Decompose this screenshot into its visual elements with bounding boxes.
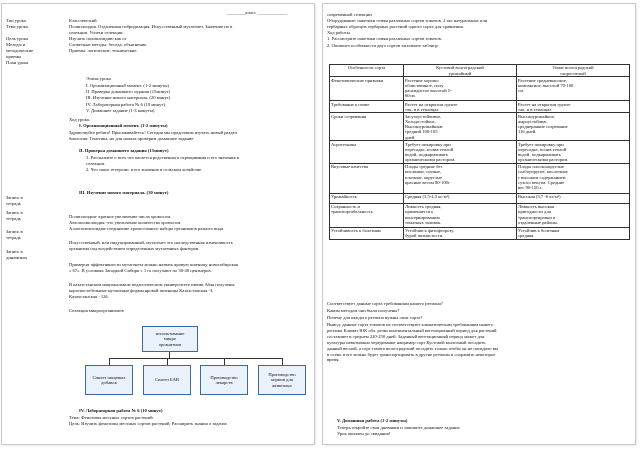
table-row: [330, 141, 630, 164]
table-row: [330, 203, 630, 227]
table-cell: Растение хорошо облиственное, полу раскидистое высотой 5- 60см.: [404, 77, 517, 101]
stage4-line: Тема: Фенотипы местных сортов растений.: [69, 415, 154, 420]
table-cell: Лежкость высокая пригодности для транспортировки в отдаленные районы.: [517, 203, 630, 227]
table-header-cell: Особенности сорта: [330, 65, 404, 77]
stage5-title: V. Домашняя работа (1-2 минуты): [337, 418, 408, 423]
diagram-connector: [224, 358, 225, 365]
table-row: [330, 101, 630, 113]
table-cell: Устойчивость к болезням: [330, 227, 404, 239]
plan-item: I. Организационный момент. (1-2 минуты): [86, 83, 169, 88]
plan-item: II. Проверка домашнего задания (15минут): [86, 89, 170, 95]
class-line: ________класс _____________: [227, 10, 288, 15]
margin-note: Запись в: [6, 210, 23, 215]
table-cell: Плоды средние без кислинки, сочные, плотные, округлые красные весом 80-100г: [404, 163, 517, 193]
stage1-line: Здравствуйте ребята! Присаживайтесь! Сегодня мы продолжим изучать новый раздел: [69, 130, 237, 135]
meta-label: Тема урока: [6, 24, 28, 29]
table-cell: Требует пикировку при пересадке, полив теплой водой, подкармливать органическими растором.: [404, 141, 517, 164]
conclusion-line: данный весной, а сорт томата волгоградский посадить только чтобы он не попадало вы: [327, 345, 498, 351]
stage1-line: биологии. Генетика, но для начала проверим домашнее задание: [69, 135, 194, 141]
table-cell: Фенотипические признаки: [330, 77, 404, 101]
intro-line: 2. Опишите особенности двух сортов заполните таблицу.: [327, 42, 439, 48]
table-cell: Требует пикировку при пересадке, полив теплой водой, подкармливать органическими растором.: [517, 141, 630, 164]
stage2-title: II. Проверка домашнего задания (15минут): [79, 148, 169, 153]
table-row: [330, 113, 630, 141]
meta-value: Словесные методы: беседа, объяснение.: [69, 42, 148, 47]
varieties-table: [329, 64, 630, 240]
question-line: Соответствует данные сорта требованиям нашего региона?: [327, 301, 443, 306]
table-cell: Высокоурожайное, жароустойчив, среднеранние созревание 116 дней.: [517, 113, 630, 141]
kazakh-line: В казахстанском национальном педагогическом университете имени Абая получены: [69, 282, 235, 287]
table-header-cell: Кустовой волгоградский урожайный: [404, 65, 517, 77]
table-row: [330, 193, 630, 203]
table-header-cell: Томат волгоградский скороспелый: [517, 65, 630, 77]
table-row: [330, 77, 630, 101]
table-cell: Засухоустойчивое, Холодостойкое, Высокоурожайным средний 100-105 дней: [404, 113, 517, 141]
stage3-line: Полиплоидия- кратное увеличение числа хромосом.: [69, 214, 172, 219]
diagram-connector: [282, 358, 283, 365]
table-cell: Устойчив к болезням средняя: [517, 227, 630, 239]
left-page: [2, 4, 314, 444]
diagram-connector: [109, 358, 110, 365]
conclusion-line: региона Климат ЮК обл. резко континентальный вегетационный период для растений: [327, 327, 497, 333]
stage5-line: Теперь откройте свои дневники и запишите домашнее задание.: [337, 425, 461, 430]
meta-label: методические: [6, 48, 34, 53]
conclusion-line: Вывод: данные сорта томатов не соответствуют климатическим требованиям нашего: [327, 322, 494, 327]
stage5-line: Урок окончен до свидания!: [337, 431, 391, 437]
example-line: Примером эффективности мутагенеза можно назвать яровую пшеницу новосибирская: [69, 262, 238, 267]
margin-note: Запись в: [6, 249, 23, 254]
table-cell: Средняя (3,5-4,5 кг/м²): [404, 193, 517, 203]
table-cell: Лежкость средняя, применяется к консервированию томатных заливок.: [404, 203, 517, 227]
table-cell: Плоды плоскоокруглые слабоупругие, кислотные с высоким содержанием сухого вещ-ва. Средние вес 90-150 г.: [517, 163, 630, 193]
margin-note: Запись в: [6, 195, 23, 200]
margin-note: динамиках: [6, 255, 28, 260]
conclusion-line: время.: [327, 357, 340, 363]
stage4-line: Цель: Изучить фенотипы местных сортов растений. Расширить знания о задачах: [69, 421, 227, 426]
meta-label: Цель урока: [6, 36, 28, 41]
diagram-child: Производство лекарств: [200, 365, 248, 395]
conclusion-line: в осень и его можно будет транспортировать в другие регионы и сохранить некоторое: [327, 351, 496, 357]
meta-value: Приемы: логические, технические.: [69, 48, 138, 53]
intro-line: 1. Рассмотрите пакетики семян различных сортов томатов.: [327, 36, 442, 42]
table-cell: Сроки созревания: [330, 113, 404, 141]
plan-item: IV. Лабораторная работа № 6 (10 минут): [86, 101, 165, 107]
table-cell: Агротехника: [330, 141, 404, 164]
conclusion-line: культуры невозможно чередование например сорт Кустовой колхозный посадить: [327, 339, 486, 345]
meta-value: Изучить полиплоидию как от: [69, 36, 127, 41]
plan-item: V. Домашнее задание (1-3 минуты): [86, 107, 155, 113]
mutagenesis-line: Искусственный, или индуцированный, мутагенез это наследственная изменчивость: [69, 240, 233, 245]
table-cell: Сохранность и транспортабельность: [330, 203, 404, 227]
margin-note: Запись в: [6, 229, 23, 234]
course-title: Ход урока.: [69, 117, 90, 122]
meta-label: Методы и: [6, 42, 26, 47]
intro-line: Ход работы.: [327, 30, 351, 36]
meta-label: Тип урока: [6, 18, 26, 23]
table-cell: Устойчив к фитофторозу, бурой пятнистости.: [404, 227, 517, 239]
meta-label: План урока: [6, 60, 29, 65]
table-cell: Растет на открытом грунте так, и в теплицах: [404, 101, 517, 113]
stage2-item: селекции.: [86, 161, 106, 166]
plan-title: Этапы урока: [86, 76, 111, 81]
stage4-title: IV. Лабораторная работа № 6 (10 минут): [79, 408, 163, 413]
diagram-child: Синтез пищевых добавок: [85, 365, 133, 395]
table-cell: Урожайность: [330, 193, 404, 203]
diagram-child: Производство кормов для животных: [258, 365, 306, 395]
stage3-line: Автополиплоидия -это увеличение количества хромосом.: [69, 220, 182, 225]
table-cell: Вкусовые качества: [330, 163, 404, 193]
intro-line: современной селекции: [327, 12, 372, 17]
diagram-connector: [109, 358, 282, 359]
right-page: [323, 4, 635, 444]
stage3-line: Аллополиплоидия-соединение хромосомного набора организмов разного вида.: [69, 226, 225, 231]
table-cell: Высокая (3,7 -6 кг/м²): [517, 193, 630, 203]
table-header-row: [330, 65, 630, 77]
example-line: « 67». В условиях Западной Сибири с 1 га получают по 30-40 центнеров.: [69, 268, 212, 273]
meta-value: Классический: [69, 18, 97, 23]
diagram-child: Синтез БАВ: [143, 365, 191, 395]
mutagenesis-line: организма под воздействием определенных мутагенных факторов.: [69, 246, 200, 251]
stage2-item: 2. Что такое гетерозис и его значение в сельском хозяйстве.: [86, 167, 203, 172]
meta-value: Полиплоидия. Отдаленная гибридизация. Искусственный мутагенез. Значение их в: [69, 24, 233, 29]
table-cell: Растет на открытом грунте так, и в теплицах: [517, 101, 630, 113]
intro-line: гербарных образцов гербарных растений одного сорта для сравнения.: [327, 24, 464, 30]
margin-note: тетрадь: [6, 216, 21, 221]
stage1-title: I. Организационный момент. (1-2 минуты): [79, 123, 168, 128]
synthesis-title: Селекция микроорганизмов: [69, 308, 124, 313]
kazakh-line: Казахстанская - 126.: [69, 294, 109, 299]
margin-note: тетрадь: [6, 235, 21, 240]
margin-note: тетрадь: [6, 201, 21, 206]
conclusion-line: составляет в среднем 220-250 дней. Заданный вегетационный период может для: [327, 333, 485, 339]
question-line: Почему для каждого региона нужны свои сорта?: [327, 314, 423, 320]
table-row: [330, 227, 630, 239]
table-cell: Растение средневысокое, компактное, высотой 70-100 см.: [517, 77, 630, 101]
stage2-item: 1. Расскажите о всех что касается родственного скрещивания и его значения в: [86, 155, 239, 160]
intro-line: Оборудование: пакетики семян различных сортов томатов, 2 экз натуральных или: [327, 18, 488, 24]
table-cell: Требование к почве: [330, 101, 404, 113]
meta-value: селекции. Успехи селекции.: [69, 30, 124, 35]
diagram-connector: [167, 358, 168, 365]
kazakh-line: короткостебельные мутантные формы яровой пшеницы Казахстанская -3,: [69, 288, 214, 293]
plan-item: III. Изучение нового материала. (20 минут): [86, 95, 171, 101]
table-row: [330, 163, 630, 193]
meta-label: приемы: [6, 54, 22, 59]
stage3-title: III. Изучение нового материала. (30 минут): [79, 190, 169, 195]
diagram-root: использование микро организмов: [142, 326, 198, 352]
question-line: Каким методом они были получены?: [327, 307, 400, 313]
